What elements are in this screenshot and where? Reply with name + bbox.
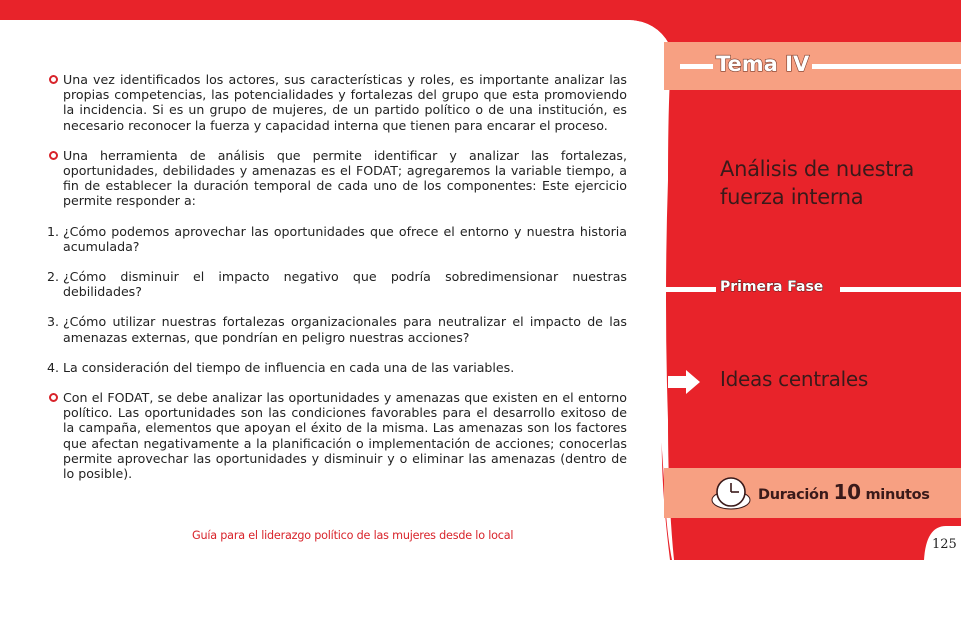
question-number: 4.: [47, 359, 60, 375]
question-text: ¿Cómo podemos aprovechar las oportunidades que ofrece el entorno y nuestra historia acumulada?: [63, 223, 627, 254]
question-text: ¿Cómo utilizar nuestras fortalezas organizacionales para neutralizar el impacto de las amenazas externas, que pondrían en peligro nuestras acciones?: [63, 314, 627, 345]
paragraph-text: Una herramienta de análisis que permite identificar y analizar las fortalezas, oportunidades, debilidades y amenazas es el FODAT; agregaremos la variable tiempo, a fin de establecer la duración temporal de cada uno de los componentes: Este ejercicio permite responder a:: [63, 147, 627, 209]
duration-unit: minutos: [865, 487, 930, 503]
question-3: [47, 314, 627, 344]
footer-guide-title: Guía para el liderazgo político de las mujeres desde lo local: [192, 529, 514, 542]
page-number: 125: [932, 537, 957, 552]
question-text: ¿Cómo disminuir el impacto negativo que podría sobredimensionar nuestras debilidades?: [63, 269, 627, 300]
question-1: [47, 224, 627, 254]
duration-value: 10: [833, 480, 861, 504]
tema-line-left: [680, 64, 714, 69]
duration-label: Duración: [758, 487, 829, 503]
top-red-band: [0, 0, 961, 20]
duration: [758, 480, 930, 504]
section-title: Análisis de nuestra fuerza interna: [720, 157, 915, 209]
tema-label: Tema IV: [713, 52, 812, 76]
question-2: [47, 269, 627, 299]
paragraph-2: [47, 148, 627, 209]
bullet-circle-icon: [49, 75, 58, 84]
bullet-circle-icon: [49, 151, 58, 160]
paragraph-3: [47, 390, 627, 481]
fase-line-right: [840, 287, 961, 292]
ideas-centrales-heading: Ideas centrales: [720, 367, 869, 391]
fase-line-left: [660, 287, 716, 292]
question-4: [47, 360, 627, 375]
fase-label: Primera Fase: [716, 279, 827, 295]
tema-line-right: [812, 64, 961, 69]
question-number: 2.: [47, 269, 60, 285]
paragraph-1: [47, 72, 627, 133]
bullet-circle-icon: [49, 393, 58, 402]
paragraph-text: Una vez identificados los actores, sus características y roles, es importante analizar las propias competencias, las potencialidades y fortalezas del grupo que esta promoviendo la incidencia. Si es un grupo de mujeres, de un partido político o de una institución, es necesario reconocer la fuerza y capacidad interna que tienen para encarar el proceso.: [63, 72, 627, 133]
paragraph-text: Con el FODAT, se debe analizar las oportunidades y amenazas que existen en el entorno político. Las oportunidades son las condiciones favorables para el desarrollo exitoso de la campaña, elementos que apoyan el éxito de la misma. Las amenazas son los factores que afectan negativamente a la planificación o implementación de acciones; conocerlas permite aprovechar las oportunidades y disminuir y o eliminar las amenazas (dentro de lo posible).: [63, 390, 627, 482]
main-content: [47, 72, 627, 481]
question-text: La consideración del tiempo de influencia en cada una de las variables.: [63, 359, 515, 375]
question-number: 1.: [47, 223, 60, 239]
question-number: 3.: [47, 314, 60, 330]
